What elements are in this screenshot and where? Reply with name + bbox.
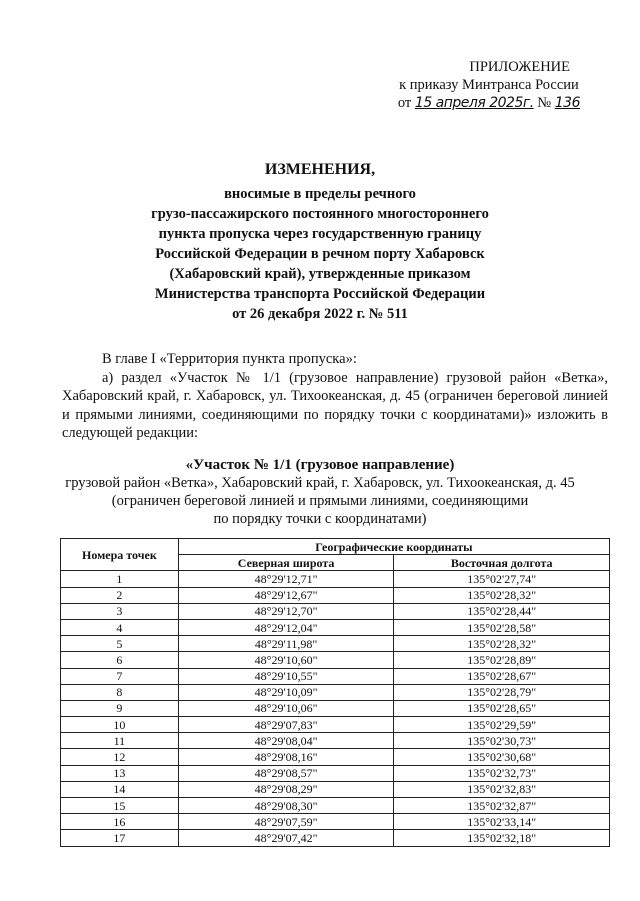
table-row bbox=[61, 733, 610, 749]
point-number-cell: 7 bbox=[61, 668, 179, 684]
section-line: по порядку точки с координатами) bbox=[213, 511, 427, 527]
north-latitude-cell: 48°29'12,67" bbox=[178, 587, 394, 603]
east-longitude-cell: 135°02'30,73" bbox=[394, 733, 610, 749]
east-longitude-cell: 135°02'32,73" bbox=[394, 765, 610, 781]
point-number-cell: 14 bbox=[61, 781, 179, 797]
point-number-cell: 16 bbox=[61, 814, 179, 830]
point-number-cell: 2 bbox=[61, 587, 179, 603]
north-latitude-cell: 48°29'10,55" bbox=[178, 668, 394, 684]
point-number-cell: 9 bbox=[61, 700, 179, 716]
header-geo: Географические координаты bbox=[178, 539, 609, 555]
appendix-order-line: к приказу Минтранса России bbox=[399, 77, 579, 93]
north-latitude-cell: 48°29'08,30" bbox=[178, 798, 394, 814]
east-longitude-cell: 135°02'28,44" bbox=[394, 603, 610, 619]
table-row bbox=[61, 765, 610, 781]
point-number-cell: 17 bbox=[61, 830, 179, 846]
east-longitude-cell: 135°02'28,89" bbox=[394, 652, 610, 668]
body-text bbox=[62, 350, 608, 443]
number-label: № bbox=[537, 95, 552, 111]
appendix-title: ПРИЛОЖЕНИЕ bbox=[469, 59, 570, 75]
table-row bbox=[61, 652, 610, 668]
east-longitude-cell: 135°02'29,59" bbox=[394, 717, 610, 733]
table-row bbox=[61, 749, 610, 765]
coordinates-table bbox=[60, 538, 610, 847]
east-longitude-cell: 135°02'33,14" bbox=[394, 814, 610, 830]
north-latitude-cell: 48°29'10,09" bbox=[178, 684, 394, 700]
section-line: грузовой район «Ветка», Хабаровский край, г. Хабаровск, ул. Тихоокеанская, д. 45 bbox=[65, 475, 575, 491]
heading-line: пункта пропуска через государственную границу bbox=[158, 226, 482, 242]
table-row bbox=[61, 700, 610, 716]
section-heading bbox=[0, 456, 640, 528]
north-latitude-cell: 48°29'07,59" bbox=[178, 814, 394, 830]
point-number-cell: 12 bbox=[61, 749, 179, 765]
appendix-block bbox=[398, 58, 580, 112]
point-number-cell: 11 bbox=[61, 733, 179, 749]
north-latitude-cell: 48°29'12,04" bbox=[178, 619, 394, 635]
north-latitude-cell: 48°29'08,04" bbox=[178, 733, 394, 749]
north-latitude-cell: 48°29'11,98" bbox=[178, 636, 394, 652]
north-latitude-cell: 48°29'10,06" bbox=[178, 700, 394, 716]
item-a-paragraph: а) раздел «Участок № 1/1 (грузовое направление) грузовой район «Ветка», Хабаровский край, г. Хабаровск, ул. Тихоокеанская, д. 45 (ограничен береговой линией и прямыми линиями, соединяющими по порядку точки с координатами)» изложить в следующей редакции: bbox=[62, 369, 608, 441]
table-row bbox=[61, 684, 610, 700]
intro-paragraph: В главе I «Территория пункта пропуска»: bbox=[102, 351, 357, 367]
point-number-cell: 5 bbox=[61, 636, 179, 652]
east-longitude-cell: 135°02'28,65" bbox=[394, 700, 610, 716]
table-body bbox=[61, 571, 610, 846]
header-points: Номера точек bbox=[61, 539, 179, 571]
north-latitude-cell: 48°29'08,29" bbox=[178, 781, 394, 797]
table-row bbox=[61, 603, 610, 619]
north-latitude-cell: 48°29'08,16" bbox=[178, 749, 394, 765]
table-row bbox=[61, 814, 610, 830]
heading-line: (Хабаровский край), утвержденные приказом bbox=[169, 266, 471, 282]
point-number-cell: 3 bbox=[61, 603, 179, 619]
handwritten-number: 136 bbox=[554, 95, 580, 111]
table-row bbox=[61, 619, 610, 635]
table-row bbox=[61, 781, 610, 797]
appendix-date-line bbox=[398, 94, 580, 112]
east-longitude-cell: 135°02'28,67" bbox=[394, 668, 610, 684]
east-longitude-cell: 135°02'32,87" bbox=[394, 798, 610, 814]
heading-line: от 26 декабря 2022 г. № 511 bbox=[232, 306, 408, 322]
heading-line: Министерства транспорта Российской Федерации bbox=[154, 286, 486, 302]
point-number-cell: 10 bbox=[61, 717, 179, 733]
handwritten-date: 15 апреля 2025г. bbox=[414, 95, 534, 111]
table-row bbox=[61, 668, 610, 684]
north-latitude-cell: 48°29'12,71" bbox=[178, 571, 394, 587]
point-number-cell: 13 bbox=[61, 765, 179, 781]
table-row bbox=[61, 798, 610, 814]
point-number-cell: 6 bbox=[61, 652, 179, 668]
east-longitude-cell: 135°02'27,74" bbox=[394, 571, 610, 587]
table-row bbox=[61, 636, 610, 652]
header-east: Восточная долгота bbox=[394, 555, 610, 571]
header-north: Северная широта bbox=[178, 555, 394, 571]
north-latitude-cell: 48°29'10,60" bbox=[178, 652, 394, 668]
north-latitude-cell: 48°29'07,83" bbox=[178, 717, 394, 733]
east-longitude-cell: 135°02'28,79" bbox=[394, 684, 610, 700]
north-latitude-cell: 48°29'07,42" bbox=[178, 830, 394, 846]
heading-line: Российской Федерации в речном порту Хабаровск bbox=[155, 246, 485, 262]
east-longitude-cell: 135°02'32,83" bbox=[394, 781, 610, 797]
east-longitude-cell: 135°02'30,68" bbox=[394, 749, 610, 765]
table-row bbox=[61, 830, 610, 846]
table-row bbox=[61, 717, 610, 733]
table-row bbox=[61, 587, 610, 603]
document-heading bbox=[0, 160, 640, 324]
point-number-cell: 8 bbox=[61, 684, 179, 700]
from-label: от bbox=[397, 95, 412, 111]
section-line: (ограничен береговой линией и прямыми линиями, соединяющими bbox=[111, 493, 529, 509]
heading-line: вносимые в пределы речного bbox=[224, 186, 416, 202]
east-longitude-cell: 135°02'28,32" bbox=[394, 636, 610, 652]
east-longitude-cell: 135°02'32,18" bbox=[394, 830, 610, 846]
heading-line: грузо-пассажирского постоянного многостороннего bbox=[151, 206, 489, 222]
table-row bbox=[61, 571, 610, 587]
heading-title: ИЗМЕНЕНИЯ, bbox=[264, 161, 376, 178]
point-number-cell: 15 bbox=[61, 798, 179, 814]
north-latitude-cell: 48°29'08,57" bbox=[178, 765, 394, 781]
point-number-cell: 1 bbox=[61, 571, 179, 587]
point-number-cell: 4 bbox=[61, 619, 179, 635]
section-title: «Участок № 1/1 (грузовое направление) bbox=[185, 457, 455, 473]
east-longitude-cell: 135°02'28,58" bbox=[394, 619, 610, 635]
east-longitude-cell: 135°02'28,32" bbox=[394, 587, 610, 603]
north-latitude-cell: 48°29'12,70" bbox=[178, 603, 394, 619]
